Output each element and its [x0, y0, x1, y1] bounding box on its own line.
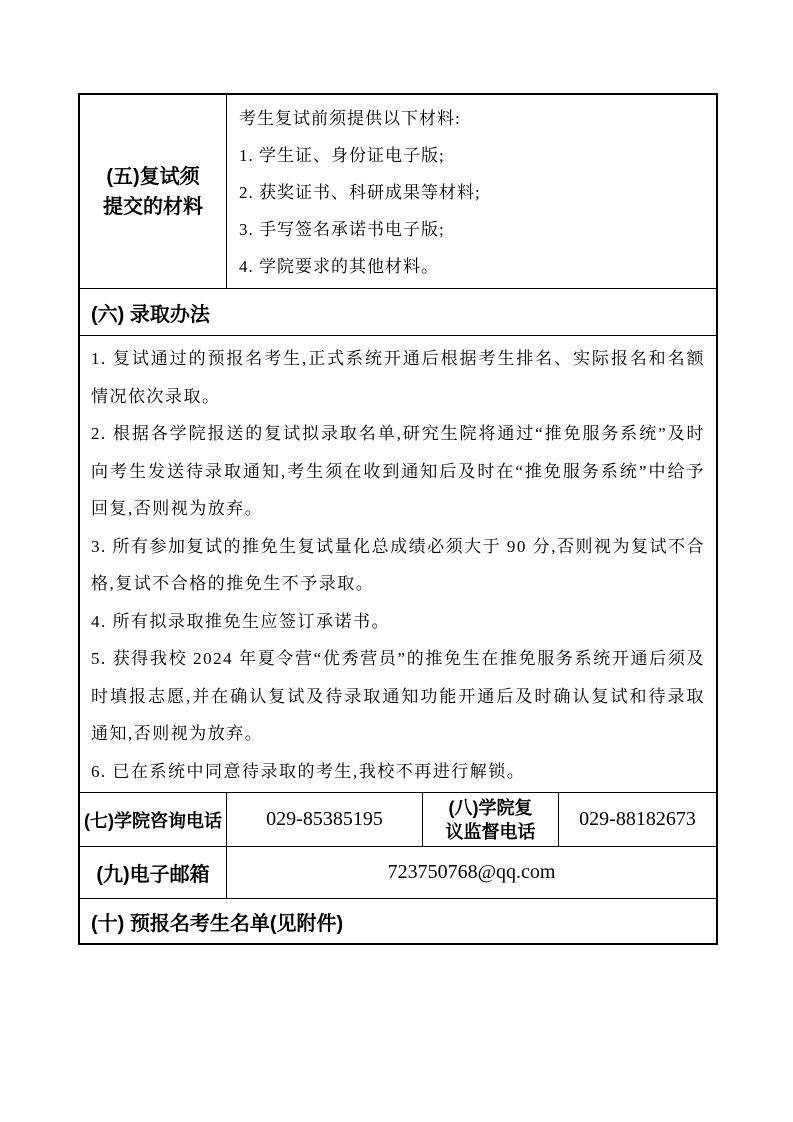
admission-paragraph-1: 1. 复试通过的预报名考生,正式系统开通后根据考生排名、实际报名和名额情况依次录取。: [91, 349, 705, 406]
admission-paragraph-3: 3. 所有参加复试的推免生复试量化总成绩必须大于 90 分,否则视为复试不合格,复试不合格的推免生不予录取。: [91, 536, 705, 593]
admissions-table: [78, 93, 718, 945]
materials-label-cell: [80, 95, 227, 288]
materials-item-3: 3. 手写签名承诺书电子版;: [239, 220, 445, 239]
email-value-cell: [227, 847, 716, 898]
consult-phone-value: 029-85385195: [266, 808, 383, 830]
materials-label-line1: (五)复试须: [106, 165, 200, 188]
admission-method-header-row: [80, 289, 716, 336]
materials-item-4: 4. 学院要求的其他材料。: [239, 257, 439, 276]
materials-item-1: 1. 学生证、身份证电子版;: [239, 146, 445, 165]
email-row: [80, 847, 716, 899]
materials-row: [80, 95, 716, 289]
materials-label-line2: 提交的材料: [103, 195, 203, 218]
applicants-label: (十) 预报名考生名单(见附件): [91, 912, 344, 935]
review-phone-value-cell: [559, 793, 716, 846]
materials-intro: 考生复试前须提供以下材料:: [239, 109, 461, 128]
admission-paragraph-2: 2. 根据各学院报送的复试拟录取名单,研究生院将通过“推免服务系统”及时向考生发送待录取通知,考生须在收到通知后及时在“推免服务系统”中给予回复,否则视为放弃。: [91, 424, 705, 518]
materials-content-cell: [227, 95, 716, 288]
applicants-row: [80, 899, 716, 943]
review-phone-label-line1: (八)学院复: [448, 797, 533, 818]
phones-row: [80, 793, 716, 847]
review-phone-label-cell: [423, 793, 559, 846]
review-phone-label-line2: 议监督电话: [445, 821, 536, 842]
consult-phone-label: (七)学院咨询电话: [84, 810, 222, 831]
email-label: (九)电子邮箱: [96, 864, 210, 886]
admission-paragraph-4: 4. 所有拟录取推免生应签订承诺书。: [91, 611, 390, 631]
consult-phone-label-cell: [80, 793, 227, 846]
email-label-cell: [80, 847, 227, 898]
admission-paragraph-6: 6. 已在系统中同意待录取的考生,我校不再进行解锁。: [91, 761, 526, 781]
materials-item-2: 2. 获奖证书、科研成果等材料;: [239, 183, 481, 202]
admission-method-header: (六) 录取办法: [91, 303, 210, 326]
email-value: 723750768@qq.com: [387, 861, 556, 883]
admission-paragraph-5: 5. 获得我校 2024 年夏令营“优秀营员”的推免生在推免服务系统开通后须及时填报志愿,并在确认复试及待录取通知功能开通后及时确认复试和待录取通知,否则视为放弃。: [91, 649, 705, 743]
consult-phone-value-cell: [227, 793, 423, 846]
admission-method-body-row: [80, 336, 716, 793]
review-phone-value: 029-88182673: [579, 808, 696, 830]
